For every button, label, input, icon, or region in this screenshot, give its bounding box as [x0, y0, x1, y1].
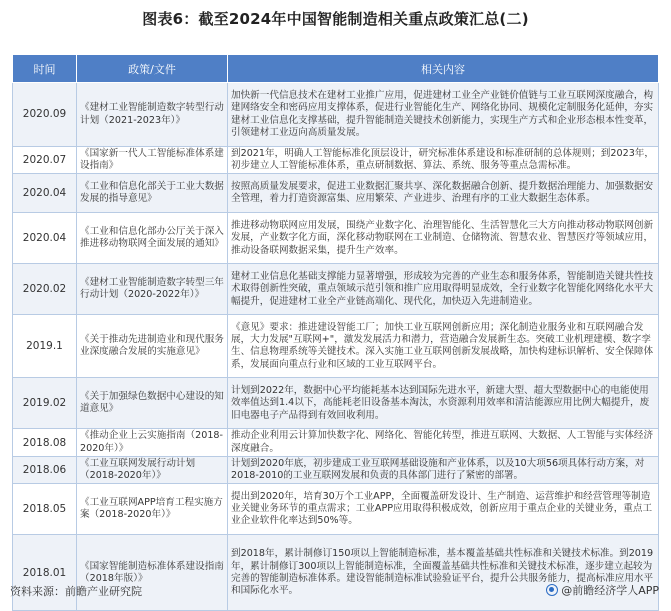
table-row: [13, 315, 659, 378]
row-doc: 《工业和信息化部关于工业大数据发展的指导意见》: [77, 174, 228, 213]
policy-table: [12, 54, 659, 611]
row-doc: 《关于加强绿色数据中心建设的知道意见》: [77, 378, 228, 429]
row-doc: 《建材工业智能制造数字转型三年行动计划（2020-2022年）》: [77, 264, 228, 315]
table-row: [13, 147, 659, 174]
table-row: [13, 535, 659, 611]
row-time: 2018.01: [13, 535, 77, 611]
row-doc: 《工业互联网APP培育工程实施方案（2018-2020年）》: [77, 484, 228, 535]
row-content: 加快新一代信息技术在建材工业推广应用，促进建材工业全产业链价值链与工业互联网深度融合，构建网络安全和密码应用支撑体系，促进行业智能化生产、网络化协同、规模化定制服务化延伸，夯实建材工业信息化支撑基础，提升智能制造关键技术创新能力，实现生产方式和企业形态根本性变革，引领建材工业迈向高质量发展。: [228, 83, 659, 147]
table-row: [13, 378, 659, 429]
table-row: [13, 484, 659, 535]
row-time: 2018.05: [13, 484, 77, 535]
row-doc: 《建材工业智能制造数字转型行动计划（2021-2023年）》: [77, 83, 228, 147]
row-time: 2020.04: [13, 174, 77, 213]
row-doc: 《国家新一代人工智能标准体系建设指南》: [77, 147, 228, 174]
table-row: [13, 264, 659, 315]
row-time: 2020.09: [13, 83, 77, 147]
row-time: 2018.06: [13, 456, 77, 483]
row-content: 按照高质量发展要求，促进工业数据汇聚共享、深化数据融合创新、提升数据治理能力、加强数据安全管理，着力打造资源富集、应用繁荣、产业进步、治理有序的工业大数据生态体系。: [228, 174, 659, 213]
row-time: 2020.07: [13, 147, 77, 174]
chart-title: 图表6：截至2024年中国智能制造相关重点政策汇总(二): [142, 10, 529, 28]
row-doc: 《工业和信息化部办公厅关于深入推进移动物联网全面发展的通知》: [77, 213, 228, 264]
row-doc: 《国家智能制造标准体系建设指南（2018年版）》: [77, 535, 228, 611]
header-time: 时间: [13, 55, 77, 83]
table-header-row: [13, 55, 659, 83]
brand-credit: [546, 582, 659, 598]
table-row: [13, 174, 659, 213]
row-content: 推动企业利用云计算加快数字化、网络化、智能化转型，推进互联网、大数据、人工智能与实体经济深度融合。: [228, 429, 659, 456]
row-time: 2020.04: [13, 213, 77, 264]
header-doc: 政策/文件: [77, 55, 228, 83]
row-time: 2019.1: [13, 315, 77, 378]
table-row: [13, 213, 659, 264]
row-content: 建材工业信息化基础支撑能力显著增强，形成较为完善的产业生态和服务体系，智能制造关键共性技术取得创新性突破，重点领域示范引领和推广应用取得明显成效，全行业数字化智能化网络化水平大幅提升，促进建材工业全产业链高端化、现代化，加快迈入先进制造业。: [228, 264, 659, 315]
source-note: 资料来源：前瞻产业研究院: [10, 585, 142, 598]
row-doc: 《推动企业上云实施指南（2018-2020年）》: [77, 429, 228, 456]
header-content: 相关内容: [228, 55, 659, 83]
row-time: 2020.02: [13, 264, 77, 315]
row-time: 2019.02: [13, 378, 77, 429]
row-content: 计划到2020年底，初步建成工业互联网基础设施和产业体系，以及10大项56项具体行动方案，对2018-2010的工业互联网发展和负责的具体部门进行了紧密的部署。: [228, 456, 659, 483]
brand-label: @前瞻经济学人APP: [561, 584, 659, 597]
table-row: [13, 429, 659, 456]
row-doc: 《关于推动先进制造业和现代服务业深度融合发展的实施意见》: [77, 315, 228, 378]
row-content: 到2021年，明确人工智能标准化顶层设计，研究标准体系建设和标准研制的总体规则；到2023年，初步建立人工智能标准体系，重点研制数据、算法、系统、服务等重点急需标准。: [228, 147, 659, 174]
row-content: 《意见》要求：推进建设智能工厂；加快工业互联网创新应用；深化制造业服务业和互联网融合发展，大力发展"互联网+"，激发发展活力和潜力，营造融合发展新生态。突破工业机理建模、数字孪生、信息物理系统等关键技术。深入实施工业互联网创新发展战略，加快构建标识解析、安全保障体系，发展面向重点行业和区域的工业互联网平台。: [228, 315, 659, 378]
row-content: 提出到2020年，培育30万个工业APP，全面覆盖研发设计、生产制造、运营维护和经营管理等制造业关键业务环节的重点需求；工业APP应用取得积极成效，创新应用于重点企业的关键业务，重点工业企业软件化率达到50%等。: [228, 484, 659, 535]
row-content: 推进移动物联网应用发展，围绕产业数字化、治理智能化、生活智慧化三大方向推动移动物联网创新发展，产业数字化方面，深化移动物联网在工业制造、仓储物流、智慧农业、智慧医疗等领域应用，推动设备联网数据采集，提升生产效率。: [228, 213, 659, 264]
table-row: [13, 83, 659, 147]
qianzhan-logo-icon: [546, 584, 558, 596]
row-content: 到2018年，累计制修订150项以上智能制造标准，基本覆盖基础共性标准和关键技术标准。到2019年，累计制修订300项以上智能制造标准，全面覆盖基础共性标准和关键技术标准，逐步建立起较为完善的智能制造标准体系。建设智能制造标准试验验证平台，提升公共服务能力，提高标准应用水平和国际化水平。: [228, 535, 659, 611]
row-doc: 《工业互联网发展行动计划（2018-2020年）》: [77, 456, 228, 483]
row-time: 2018.08: [13, 429, 77, 456]
table-row: [13, 456, 659, 483]
row-content: 计划到2022年，数据中心平均能耗基本达到国际先进水平，新建大型、超大型数据中心的电能使用效率值达到1.4以下，高能耗老旧设备基本淘汰，水资源利用效率和清洁能源应用比例大幅提升，废旧电器电子产品得到有效回收利用。: [228, 378, 659, 429]
